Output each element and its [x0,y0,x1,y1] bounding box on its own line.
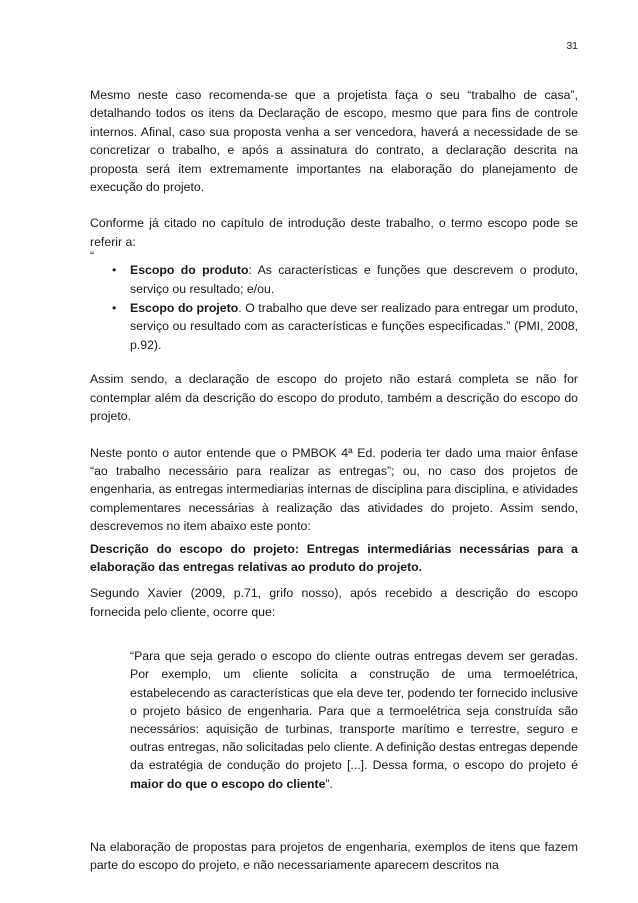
page-number: 31 [566,40,578,52]
quote-emphasis: maior do que o escopo do cliente [130,776,326,791]
section-heading: Descrição do escopo do projeto: Entregas intermediárias necessárias para a elaboração das entregas relativas ao produto do projeto. [90,541,578,574]
paragraph-conforme: Conforme já citado no capítulo de introdução deste trabalho, o termo escopo pode se referir a: [90,216,578,249]
paragraph-pmbok: Neste ponto o autor entende que o PMBOK 4ª Ed. poderia ter dado uma maior ênfase “ao trabalho necessário para realizar as entregas”; ou, no caso dos projetos de engenharia, as entregas intermediarias internas de disciplina para disciplina, e atividades complementares necessárias à realização das atividades do projeto. Assim sendo, descrevemos no item abaixo este ponto: [90,445,578,534]
scope-definition-list [90,261,578,354]
quote-end: ”. [325,776,333,791]
list-item-escopo-projeto [90,299,578,354]
page-body [90,86,578,893]
opening-quote-mark: “ [90,249,95,264]
paragraph-declaracao: Mesmo neste caso recomenda-se que a projetista faça o seu “trabalho de casa”, detalhando todos os itens da Declaração de escopo, mesmo que para fins de controle internos. Afinal, caso sua proposta venha a ser vencedora, haverá a necessidade de se concretizar o trabalho, e após a assinatura do contrato, a declaração descrita na proposta será item extremamente importantes na elaboração do planejamento de execução do projeto. [90,88,578,195]
quote-text: “Para que seja gerado o escopo do cliente outras entregas devem ser geradas. Por exemplo, um cliente solicita a construção de uma termoelétrica, estabelecendo as características que ela deve ter, podendo ter fornecido inclusive o projeto básico de engenharia. Para que a termoelétrica seja construída são necessários: aquisição de turbinas, transporte marítimo e terrestre, seguro e outras entregas, não solicitadas pelo cliente. A definição destas entregas depende da estratégia de condução do projeto [...]. Dessa forma, o escopo do projeto é [130,649,578,773]
bullet-marker: • [112,263,117,278]
paragraph-propostas: Na elaboração de propostas para projetos de engenharia, exemplos de itens que fazem parte do escopo do projeto, e não necessariamente aparecem descritos na [90,839,578,873]
definition-escopo-projeto: . O trabalho que deve ser realizado para entregar um produto, serviço ou resultado com as características e funções especificadas.” (PMI, 2008, p.92). [130,301,578,352]
bullet-marker: • [112,301,117,316]
list-item-escopo-produto [90,261,578,298]
definition-escopo-produto: : As características e funções que descrevem o produto, serviço ou resultado; e/ou. [130,263,578,296]
block-quote [130,647,578,793]
paragraph-assim-sendo: Assim sendo, a declaração de escopo do projeto não estará completa se não for contemplar além da descrição do escopo do produto, também a descrição do escopo do projeto. [90,372,578,424]
term-escopo-produto: Escopo do produto [130,263,249,278]
paragraph-xavier: Segundo Xavier (2009, p.71, grifo nosso), após recebido a descrição do escopo fornecida pelo cliente, ocorre que: [90,586,578,619]
term-escopo-projeto: Escopo do projeto [130,301,239,316]
